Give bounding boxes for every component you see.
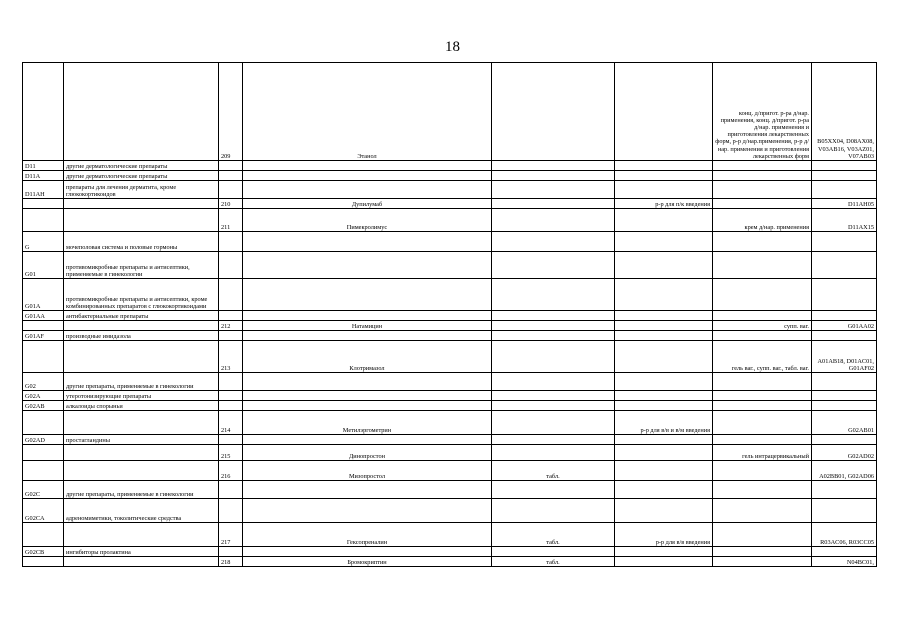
table-row [23,321,877,331]
row-form2-cell [615,63,713,161]
row-group-cell [64,321,219,331]
row-form-cell [492,445,615,461]
row-drug-name-cell [243,161,492,171]
row-form-cell [492,161,615,171]
row-code-cell: G02CA [23,499,64,523]
row-form2-cell [615,547,713,557]
row-code-cell: G01AF [23,331,64,341]
row-code-cell [23,321,64,331]
row-atc-cell [812,547,877,557]
row-number-cell [219,435,243,445]
row-group-cell: другие дерматологические препараты [64,171,219,181]
row-atc-cell [812,252,877,279]
row-drug-name-cell [243,547,492,557]
row-group-cell [64,461,219,481]
row-code-cell: D11A [23,171,64,181]
row-form-cell [492,411,615,435]
row-form3-cell: гель интрацервикальный [713,445,812,461]
row-form-cell [492,435,615,445]
row-group-cell [64,557,219,567]
row-number-cell [219,311,243,321]
row-form-cell [492,401,615,411]
row-form-cell: табл. [492,461,615,481]
row-number-cell [219,161,243,171]
row-code-cell [23,209,64,232]
row-form-cell [492,341,615,373]
row-drug-name-cell [243,232,492,252]
row-number-cell: 214 [219,411,243,435]
row-form3-cell [713,171,812,181]
row-drug-name-cell [243,401,492,411]
row-form3-cell [713,401,812,411]
row-drug-name-cell: Мизопростол [243,461,492,481]
row-number-cell [219,373,243,391]
row-group-cell: антибактериальные препараты [64,311,219,321]
row-form-cell [492,373,615,391]
row-form3-cell [713,311,812,321]
row-group-cell [64,411,219,435]
row-number-cell: 218 [219,557,243,567]
row-atc-cell [812,311,877,321]
row-code-cell: D11AH [23,181,64,199]
row-code-cell: G [23,232,64,252]
row-form3-cell [713,411,812,435]
row-number-cell: 216 [219,461,243,481]
row-form2-cell [615,331,713,341]
row-atc-cell [812,279,877,311]
row-form-cell [492,391,615,401]
table-row [23,391,877,401]
row-atc-cell: B05XX04, D08AX08, V03AB16, V03AZ01, V07AB03 [812,63,877,161]
row-drug-name-cell [243,311,492,321]
row-drug-name-cell: Пимекролимус [243,209,492,232]
row-code-cell [23,461,64,481]
row-code-cell [23,63,64,161]
row-code-cell [23,557,64,567]
row-form3-cell: супп. ваг. [713,321,812,331]
row-form-cell [492,499,615,523]
row-group-cell: мочеполовая система и половые гормоны [64,232,219,252]
row-atc-cell: G02AD02 [812,445,877,461]
row-number-cell: 217 [219,523,243,547]
row-form2-cell [615,252,713,279]
row-form3-cell [713,232,812,252]
row-group-cell: другие дерматологические препараты [64,161,219,171]
row-atc-cell: A01AB18, D01AC01, G01AF02 [812,341,877,373]
row-form3-cell [713,523,812,547]
row-atc-cell [812,401,877,411]
row-atc-cell: G02AB01 [812,411,877,435]
table-row [23,411,877,435]
row-form2-cell: р-р для в/в введения [615,523,713,547]
row-number-cell [219,171,243,181]
row-code-cell: G01 [23,252,64,279]
row-group-cell [64,341,219,373]
row-form2-cell [615,161,713,171]
row-group-cell: другие препараты, применяемые в гинекологии [64,373,219,391]
row-form-cell: табл. [492,557,615,567]
row-form2-cell [615,232,713,252]
row-form3-cell [713,499,812,523]
row-atc-cell [812,391,877,401]
row-code-cell: G02AB [23,401,64,411]
row-form2-cell: р-р для в/в и в/м введения [615,411,713,435]
row-drug-name-cell [243,181,492,199]
row-number-cell [219,391,243,401]
row-code-cell: G02A [23,391,64,401]
row-atc-cell: N04BC01, [812,557,877,567]
row-atc-cell [812,171,877,181]
table-row [23,171,877,181]
row-drug-name-cell: Метилэргометрин [243,411,492,435]
row-form-cell [492,171,615,181]
row-drug-name-cell [243,373,492,391]
table-row [23,435,877,445]
row-drug-name-cell [243,435,492,445]
row-atc-cell: D11AX15 [812,209,877,232]
row-form-cell [492,321,615,331]
table-row [23,401,877,411]
row-form-cell [492,311,615,321]
row-code-cell [23,523,64,547]
row-form3-cell [713,199,812,209]
row-form2-cell [615,445,713,461]
row-group-cell: ингибиторы пролактина [64,547,219,557]
row-form2-cell [615,499,713,523]
row-group-cell: противомикробные препараты и антисептики, кроме комбинированных препаратов с глюкокортикоидами [64,279,219,311]
table-row [23,547,877,557]
row-atc-cell: A02BB01, G02AD06 [812,461,877,481]
row-group-cell [64,523,219,547]
row-form-cell [492,279,615,311]
row-group-cell: другие препараты, применяемые в гинекологии [64,481,219,499]
row-drug-name-cell: Бромокриптин [243,557,492,567]
row-drug-name-cell: Динопростон [243,445,492,461]
row-form3-cell: конц. д/пригот. р-ра д/нар. применения, конц. д/пригот. р-ра д/нар. применения и приготовления лекарственных форм, р-р д/нар.применения, р-р д/нар. применения и приготовления лекарственных форм [713,63,812,161]
row-form3-cell [713,279,812,311]
row-group-cell [64,63,219,161]
row-form-cell [492,199,615,209]
row-code-cell [23,411,64,435]
row-form2-cell [615,321,713,331]
table-row [23,445,877,461]
row-number-cell [219,481,243,499]
row-drug-name-cell: Клотримазол [243,341,492,373]
row-code-cell: D11 [23,161,64,171]
row-number-cell [219,232,243,252]
row-form2-cell [615,401,713,411]
row-atc-cell [812,481,877,499]
row-form2-cell [615,461,713,481]
row-drug-name-cell [243,481,492,499]
row-number-cell: 210 [219,199,243,209]
row-form-cell [492,331,615,341]
row-atc-cell: D11AH05 [812,199,877,209]
table-row [23,523,877,547]
row-number-cell: 215 [219,445,243,461]
row-form3-cell [713,547,812,557]
row-drug-name-cell [243,499,492,523]
table-row [23,63,877,161]
row-form-cell [492,181,615,199]
table-row [23,279,877,311]
row-form2-cell: р-р для п/к введения [615,199,713,209]
row-atc-cell [812,161,877,171]
table-row [23,209,877,232]
row-form2-cell [615,391,713,401]
row-form3-cell: гель ваг., супп. ваг., табл. ваг. [713,341,812,373]
row-number-cell: 213 [219,341,243,373]
row-form2-cell [615,181,713,199]
table-row [23,181,877,199]
row-form-cell [492,209,615,232]
row-code-cell: G01AA [23,311,64,321]
row-form3-cell [713,331,812,341]
row-number-cell [219,279,243,311]
row-form-cell [492,547,615,557]
page-number: 18 [445,39,460,55]
row-form2-cell [615,435,713,445]
row-atc-cell: R03AC06, R03CC05 [812,523,877,547]
table-row [23,461,877,481]
table-row [23,341,877,373]
row-atc-cell [812,331,877,341]
table-row [23,311,877,321]
row-code-cell: G02CB [23,547,64,557]
row-number-cell: 212 [219,321,243,331]
row-drug-name-cell: Гексопреналин [243,523,492,547]
row-form3-cell [713,181,812,199]
row-code-cell: G02 [23,373,64,391]
row-group-cell [64,445,219,461]
row-group-cell: адреномиметики, токолитические средства [64,499,219,523]
row-drug-name-cell [243,391,492,401]
row-atc-cell: G01AA02 [812,321,877,331]
table-row [23,232,877,252]
row-form2-cell [615,311,713,321]
row-atc-cell [812,232,877,252]
row-drug-name-cell: Этанол [243,63,492,161]
row-number-cell: 209 [219,63,243,161]
row-form2-cell [615,373,713,391]
row-group-cell: алкалоиды спорыньи [64,401,219,411]
row-form2-cell [615,557,713,567]
row-form-cell [492,63,615,161]
row-code-cell [23,199,64,209]
table-row [23,481,877,499]
table-row [23,499,877,523]
row-code-cell [23,445,64,461]
row-number-cell [219,331,243,341]
row-form3-cell [713,252,812,279]
table-row [23,199,877,209]
row-code-cell [23,341,64,373]
row-number-cell [219,252,243,279]
row-form3-cell [713,481,812,499]
row-form-cell [492,232,615,252]
row-number-cell [219,401,243,411]
row-group-cell: препараты для лечения дерматита, кроме глюкокортикоидов [64,181,219,199]
row-atc-cell [812,373,877,391]
row-number-cell [219,547,243,557]
row-drug-name-cell [243,171,492,181]
row-drug-name-cell [243,331,492,341]
table-row [23,331,877,341]
row-number-cell [219,499,243,523]
table-row [23,161,877,171]
row-code-cell: G01A [23,279,64,311]
drug-table [22,62,877,567]
row-group-cell: простагландины [64,435,219,445]
row-code-cell: G02AD [23,435,64,445]
row-group-cell [64,199,219,209]
table-row [23,252,877,279]
row-form2-cell [615,171,713,181]
row-atc-cell [812,435,877,445]
row-drug-name-cell [243,252,492,279]
row-group-cell: утеротонизирующие препараты [64,391,219,401]
row-form-cell [492,252,615,279]
row-form-cell: табл. [492,523,615,547]
row-group-cell: противомикробные препараты и антисептики, применяемые в гинекологии [64,252,219,279]
row-number-cell: 211 [219,209,243,232]
row-form3-cell [713,435,812,445]
row-form2-cell [615,481,713,499]
row-drug-name-cell: Дупилумаб [243,199,492,209]
row-form2-cell [615,279,713,311]
row-drug-name-cell: Натамицин [243,321,492,331]
row-form3-cell [713,373,812,391]
row-atc-cell [812,499,877,523]
row-form3-cell [713,161,812,171]
row-atc-cell [812,181,877,199]
row-form3-cell [713,461,812,481]
row-group-cell: производные имидазола [64,331,219,341]
row-form2-cell [615,209,713,232]
row-number-cell [219,181,243,199]
row-form3-cell [713,391,812,401]
row-form3-cell [713,557,812,567]
row-form3-cell: крем д/нар. применения [713,209,812,232]
row-group-cell [64,209,219,232]
table-row [23,373,877,391]
table-row [23,557,877,567]
row-form2-cell [615,341,713,373]
row-drug-name-cell [243,279,492,311]
row-code-cell: G02C [23,481,64,499]
row-form-cell [492,481,615,499]
